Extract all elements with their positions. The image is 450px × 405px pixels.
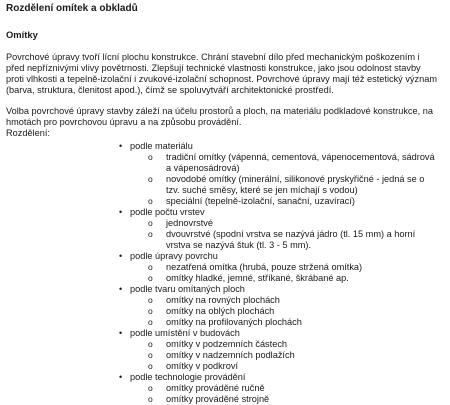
sub-list-item: [130, 350, 446, 361]
section-heading: Omítky: [6, 29, 38, 40]
intro-paragraph: Povrchové úpravy tvoří lícní plochu konstrukce. Chrání stavební dílo před mechanickým poškozením i před nepříznivými vlivy povětrnosti. Zlepšují technické vlastnosti konstrukce, jako jsou odolnost stavby proti vlhkosti a tepelně-izolační i zvukové-izolační schopnost. Povrchové úpravy mají též estetický význam (barva, struktura, členitost apod.), čímž se spoluvytváří architektonické prostředí.: [6, 52, 437, 95]
sub-bullet-icon: o: [148, 394, 153, 404]
sub-bullet-icon: o: [148, 383, 153, 393]
sub-list-item: [130, 339, 446, 350]
sub-list-item: [130, 306, 446, 317]
selection-paragraph: Volba povrchové úpravy stavby záleží na účelu prostorů a ploch, na materiálu podkladové konstrukce, na hmotách pro povrchovou úpravu a na způsobu provádění.: [6, 106, 433, 127]
sub-list: [130, 218, 446, 251]
sub-list-item: [130, 273, 446, 284]
sub-item-text: jednovrstvé: [166, 218, 213, 228]
sub-bullet-icon: o: [148, 350, 153, 360]
bullet-icon: •: [119, 284, 123, 294]
list-item: [6, 141, 446, 207]
sub-item-text: omítky v podkroví: [166, 361, 238, 371]
sub-bullet-icon: o: [148, 295, 153, 305]
sub-list-item: [130, 394, 446, 405]
sub-item-text: omítky na oblých plochách: [166, 306, 275, 316]
sub-list-item: [130, 361, 446, 372]
group-label: podle umístění v budovách: [130, 328, 240, 338]
sub-list-item: [130, 229, 446, 251]
bullet-icon: •: [119, 328, 123, 338]
document-page: [6, 3, 446, 405]
sub-bullet-icon: o: [148, 229, 153, 239]
sub-item-text: omítky hladké, jemné, stříkané, škrábané ap.: [166, 273, 349, 283]
sub-list-item: [130, 196, 446, 207]
sub-bullet-icon: o: [148, 152, 153, 162]
sub-item-text: omítky v podzemních částech: [166, 339, 288, 349]
sub-item-text: novodobé omítky (minerální, silikonové pryskyřičné - jedná se o tzv. suché směsy, které se jen míchají s vodou): [166, 174, 425, 195]
sub-bullet-icon: o: [148, 306, 153, 316]
sub-bullet-icon: o: [148, 273, 153, 283]
sub-item-text: omítky prováděné ručně: [166, 383, 265, 393]
bullet-icon: •: [119, 207, 123, 217]
list-item: [6, 284, 446, 328]
list-item: [6, 251, 446, 284]
sub-list-item: [130, 174, 446, 196]
bullet-icon: •: [119, 372, 123, 382]
sub-item-text: omítky na profilovaných plochách: [166, 317, 302, 327]
sub-bullet-icon: o: [148, 262, 153, 272]
sub-list: [130, 339, 446, 372]
sub-item-text: nezatřená omítka (hrubá, pouze stržená omítka): [166, 262, 363, 272]
document-title: Rozdělení omítek a obkladů: [6, 3, 138, 14]
sub-item-text: dvouvrstvé (spodní vrstva se nazývá jádro (tl. 15 mm) a horní vrstva se nazývá štuk (tl. 3 - 5 mm).: [166, 229, 416, 250]
sub-list: [130, 262, 446, 284]
group-label: podle technologie provádění: [130, 372, 246, 382]
sub-list-item: [130, 317, 446, 328]
group-label: podle materiálu: [130, 141, 193, 151]
classification-list: [6, 141, 446, 405]
sub-list-item: [130, 152, 446, 174]
sub-item-text: omítky v nadzemních podlažích: [166, 350, 295, 360]
sub-list: [130, 152, 446, 207]
group-label: podle úpravy povrchu: [130, 251, 218, 261]
sub-bullet-icon: o: [148, 361, 153, 371]
sub-list: [130, 295, 446, 328]
sub-item-text: tradiční omítky (vápenná, cementová, vápenocementová, sádrová a vápenosádrová): [166, 152, 435, 173]
sub-list-item: [130, 262, 446, 273]
bullet-icon: •: [119, 251, 123, 261]
list-item: [6, 207, 446, 251]
group-label: podle tvaru omítaných ploch: [130, 284, 245, 294]
list-item: [6, 372, 446, 405]
sub-bullet-icon: o: [148, 174, 153, 184]
sub-list-item: [130, 218, 446, 229]
sub-item-text: speciální (tepelně-izolační, sanační, uzavírací): [166, 196, 355, 206]
sub-bullet-icon: o: [148, 196, 153, 206]
sub-item-text: omítky prováděné strojně: [166, 394, 270, 404]
sub-item-text: omítky na rovných plochách: [166, 295, 280, 305]
bullet-icon: •: [119, 141, 123, 151]
sub-bullet-icon: o: [148, 339, 153, 349]
classification-label: Rozdělení:: [6, 128, 50, 138]
group-label: podle počtu vrstev: [130, 207, 205, 217]
sub-list: [130, 383, 446, 405]
sub-list-item: [130, 295, 446, 306]
list-item: [6, 328, 446, 372]
sub-bullet-icon: o: [148, 218, 153, 228]
sub-bullet-icon: o: [148, 317, 153, 327]
sub-list-item: [130, 383, 446, 394]
